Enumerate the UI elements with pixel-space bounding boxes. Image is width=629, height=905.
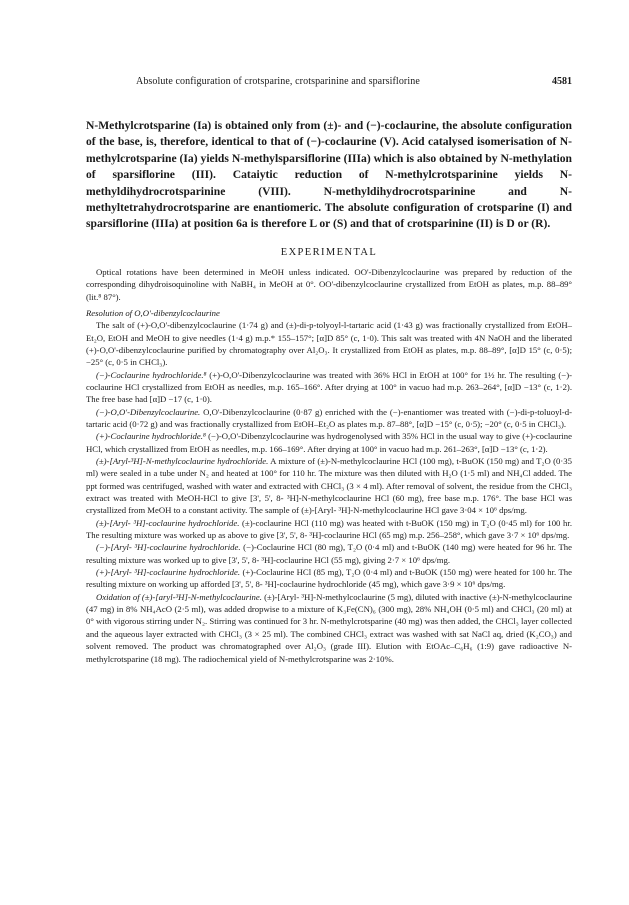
paragraph-text: (−)-O,O'-Dibenzylcoclaurine was hydrogenolysed with 35% HCl in the usual way to give (+)-coclaurine HCl, which crystallized from EtOH as needles, m.p. 166–169°. After drying at 100° in vacuo had m.p. 261–263°, [α]D −13° (c, 1·2). [86,431,572,454]
experimental-paragraph [86,566,572,591]
page-number: 4581 [552,76,572,87]
experimental-body [86,266,572,665]
paragraph-label: (−)-[Aryl- ³H]-coclaurine hydrochloride. [96,542,241,553]
experimental-paragraph [86,369,572,406]
experimental-paragraph [86,455,572,517]
paragraph-text: A mixture of (±)-N-methylcoclaurine HCl (100 mg), t-BuOK (150 mg) and T₂O (0·35 ml) were sealed in a tube under N₂ and heated at 100° for 110 hr. The mixture was then diluted with H₂O (1·5 ml) and NH₄Cl added. The ppt formed was centrifuged, washed with water and extracted with CHCl₃ (3 × 4 ml). After removal of solvent, the residue from the CHCl₃ extract was treated with MeOH-HCl to give [3', 5', 8- ³H]-N-methylcoclaurine HCl (60 mg), free base m.p. 176°. The base HCl was crystallized from MeOH to a constant activity. The sample of (±)-[Aryl- ³H]-N-methylcoclaurine HCl gave 3·04 × 10⁶ dps/mg. [86,456,572,516]
paragraph-label: (±)-[Aryl-³H]-N-methylcoclaurine hydrochloride. [96,456,269,466]
experimental-paragraph [86,406,572,431]
paragraph-label: (+)-[Aryl- ³H]-coclaurine hydrochloride. [96,567,241,578]
running-head-title: Absolute configuration of crotsparine, crotsparinine and sparsiflorine [136,76,420,87]
paragraph-label: (−)-O,O'-Dibenzylcoclaurine. [96,406,201,417]
experimental-paragraph [86,517,572,542]
paragraph-label: Oxidation of (±)-[aryl-³H]-N-methylcoclaurine. [96,591,262,602]
paragraph-label: (+)-Coclaurine hydrochloride.⁸ [96,431,206,442]
running-head [86,76,572,90]
paragraph-label: (±)-[Aryl- ³H]-coclaurine hydrochloride. [96,517,240,528]
paragraph-text: (+)-O,O'-Dibenzylcoclaurine was treated with 36% HCl in EtOH at 100° for 1½ hr. The resulting (−)-coclaurine HCl crystallized from EtOH as needles, m.p. 165–166°. After drying at 100° in vacuo had m.p. 263–264°, [α]D −13° (c, 1·2). The free base had [α]D −17 (c, 1·0). [86,369,572,405]
paragraph-list [86,319,572,665]
experimental-paragraph [86,591,572,665]
paragraph-text: The salt of (+)-O,O'-dibenzylcoclaurine (1·74 g) and (±)-di-p-tolyoyl-l-tartaric acid (1·43 g) was fractionally crystallized from EtOH–Et₂O, EtOH and MeOH to give needles (1·4 g) m.p.* 155–157°; [α]D 85° (c, 1·0). This salt was treated with 4N NaOH and the liberated (+)-O,O'-dibenzylcoclaurine purified by chromatography over Al₂O₃. It crystallized from EtOH as plates, m.p. 88–89°, [α]D 15° (c, 0·5); −25° (c, 0·5 in CHCl₃). [86,320,572,368]
paragraph-text: (±)-[Aryl- ³H]-N-methylcoclaurine (5 mg), diluted with inactive (±)-N-methylcoclaurine (47 mg) in 8% NH₄AcO (2·5 ml), was added dropwise to a mixture of K₃Fe(CN)₆ (300 mg), 28% NH₄OH (0·5 ml) and CHCl₃ (20 ml) at 0° with vigorous stirring under N₂. Stirring was continued for 3 hr. N-methylcrotsparine (40 mg) was then added, the CHCl₃ layer collected and the aqueous layer extracted with CHCl₃ (3 × 25 ml). The combined CHCl₃ extract was washed with sat NaCl aq, dried (K₂CO₃) and solvent removed. The product was chromatographed over Al₂O₃ (grade III). Elution with EtOAc–C₆H₆ (1:9) gave radioactive N-methylcrotsparine (18 mg). The radiochemical yield of N-methylcrotsparine was 2·10%. [86,591,572,664]
experimental-paragraph [86,319,572,368]
paragraph-text: O,O'-Dibenzylcoclaurine (0·87 g) enriched with the (−)-enantiomer was treated with (−)-di-p-toluoyl-d-tartaric acid (0·72 g) and was fractionally crystallized from EtOH–Et₂O as plates m.p. 87–88°, [α]D −15° (c, 0·5); −20° (c, 0·5 in CHCl₃). [86,406,572,429]
page [86,76,572,665]
experimental-paragraph [86,430,572,455]
section-heading: EXPERIMENTAL [280,246,378,258]
intro-paragraph: Optical rotations have been determined in MeOH unless indicated. OO'-Dibenzylcoclaurine was prepared by reduction of the corresponding dihydroisoquinoline with NaBH₄ in MeOH at 0°. OO'-dibenzylcoclaurine crystallized from EtOH as plates, m.p. 88–89° (lit.⁸ 87°). [86,266,572,302]
paragraph-text: (±)-coclaurine HCl (110 mg) was heated with t-BuOK (150 mg) in T₂O (0·45 ml) for 100 hr. The resulting mixture was worked up as above to give [3', 5', 8- ³H]-coclaurine HCl (65 mg) m.p. 256–258°, which gave 3·7 × 10⁶ dps/mg. [86,517,572,541]
resolution-heading: Resolution of O,O'-dibenzylcoclaurine [86,307,220,318]
paragraph-text: (−)-Coclaurine HCl (80 mg), T₂O (0·4 ml) and t-BuOK (140 mg) were heated for 96 hr. The resulting mixture was worked up to give [3', 5', 8- ³H]-coclaurine HCl (55 mg), giving 2·7 × 10⁶ dps/mg. [86,542,572,565]
lead-paragraph: N-Methylcrotsparine (Ia) is obtained only from (±)- and (−)-coclaurine, the absolute configuration of the base, is, therefore, identical to that of (−)-coclaurine (V). Acid catalysed isomerisation of N-methylcrotsparine (Ia) yields N-methylsparsiflorine (IIIa) which is also obtained by N-methylation of sparsiflorine (III). Cataiytic reduction of N-methylcrotsparinine yields N-methyldihydrocrotsparinine (VIII). N-methyldihydrocrotsparinine and N-methyltetrahydrocrotsparine are enantiomeric. The absolute configuration of crotsparine (I) and sparsiflorine (IIIa) at position 6a is therefore L or (S) and that of crotsparinine (II) is D or (R). [86,119,572,231]
experimental-paragraph [86,541,572,566]
paragraph-label: (−)-Coclaurine hydrochloride.⁸ [96,369,207,380]
paragraph-text: (+)-Coclaurine HCl (85 mg), T₂O (0·4 ml) and t-BuOK (150 mg) were heated for 100 hr. The resulting mixture on working up afforded [3', 5', 8- ³H]-coclaurine hydrochloride (45 mg), which gave 3·9 × 10⁶ dps/mg. [86,567,572,590]
